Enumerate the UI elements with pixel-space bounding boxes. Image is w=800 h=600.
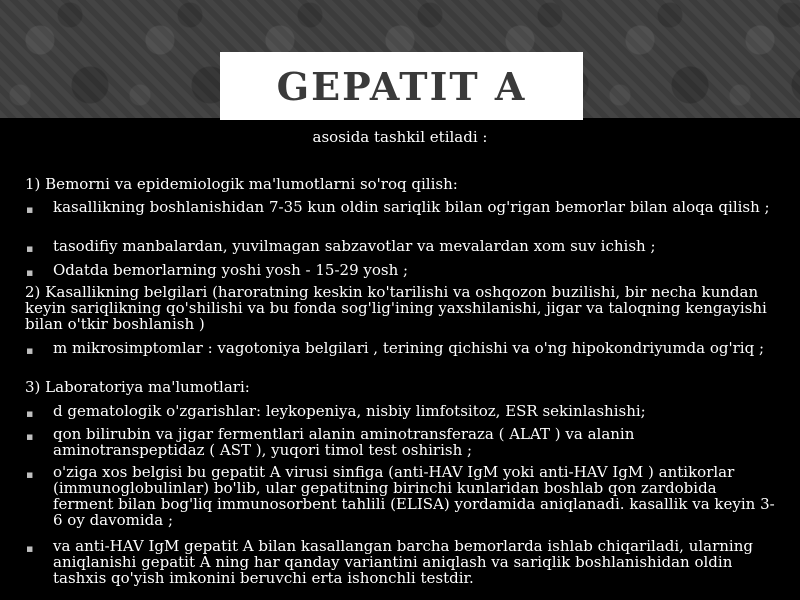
bullet-icon: ▪ — [26, 407, 34, 420]
section-3-heading: 3) Laboratoriya ma'lumotlari: — [25, 378, 250, 396]
slide-body — [0, 118, 800, 600]
section-3-bullet-2: qon bilirubin va jigar fermentlari alanin aminotransferaza ( ALAT ) va alanin aminotranspeptidaz ( AST ), yuqori timol test oshirish ; — [53, 425, 635, 459]
section-2-heading: 2) Kasallikning belgilari (haroratning keskin ko'tarilishi va oshqozon buzilishi, bir necha kundan keyin sariqlikning qo'shilishi va bu fonda sog'lig'ining yaxshilanishi, jigar va taloqning kengayishi bilan o'tkir boshlanish ) — [25, 283, 767, 333]
intro-text: asosida tashkil etiladi : — [312, 128, 488, 146]
title-box — [220, 52, 583, 120]
section-3-bullet-1: d gematologik o'zgarishlar: leykopeniya, nisbiy limfotsitoz, ESR sekinlashishi; — [53, 402, 646, 420]
section-3-bullet-3: o'ziga xos belgisi bu gepatit A virusi sinfiga (anti-HAV IgM yoki anti-HAV IgM ) antikorlar (immunoglobulinlar) bo'lib, ular gepatitning birinchi kunlaridan boshlab qon zardobida ferment bilan bog'liq immunosorbent tahlili (ELISA) yordamida aniqlanadi. kasallik va keyin 3-6 oy davomida ; — [53, 463, 775, 529]
bullet-icon: ▪ — [26, 344, 34, 357]
bullet-icon: ▪ — [26, 242, 34, 255]
section-1-heading: 1) Bemorni va epidemiologik ma'lumotlarni so'roq qilish: — [25, 175, 458, 193]
section-3-bullet-4: va anti-HAV IgM gepatit A bilan kasallangan barcha bemorlarda ishlab chiqariladi, ularning aniqlanishi gepatit A ning har qanday variantini aniqlash va sariqlik boshlanishidan oldin tashxis qo'yish imkonini beruvchi erta ishonchli testdir. — [53, 537, 753, 587]
bullet-icon: ▪ — [26, 266, 34, 279]
bullet-icon: ▪ — [26, 430, 34, 443]
bullet-icon: ▪ — [26, 203, 34, 216]
slide-title: GEPATIT A — [276, 63, 527, 109]
section-1-bullet-2: tasodifiy manbalardan, yuvilmagan sabzavotlar va mevalardan xom suv ichish ; — [53, 237, 656, 255]
section-2-bullet-1: m mikrosimptomlar : vagotoniya belgilari , terining qichishi va o'ng hipokondriyumda og'riq ; — [53, 339, 765, 357]
section-1-bullet-1: kasallikning boshlanishidan 7-35 kun oldin sariqlik bilan og'rigan bemorlar bilan aloqa qilish ; — [53, 198, 770, 216]
section-1-bullet-3: Odatda bemorlarning yoshi yosh - 15-29 yosh ; — [53, 261, 409, 279]
bullet-icon: ▪ — [26, 468, 34, 481]
bullet-icon: ▪ — [26, 542, 34, 555]
